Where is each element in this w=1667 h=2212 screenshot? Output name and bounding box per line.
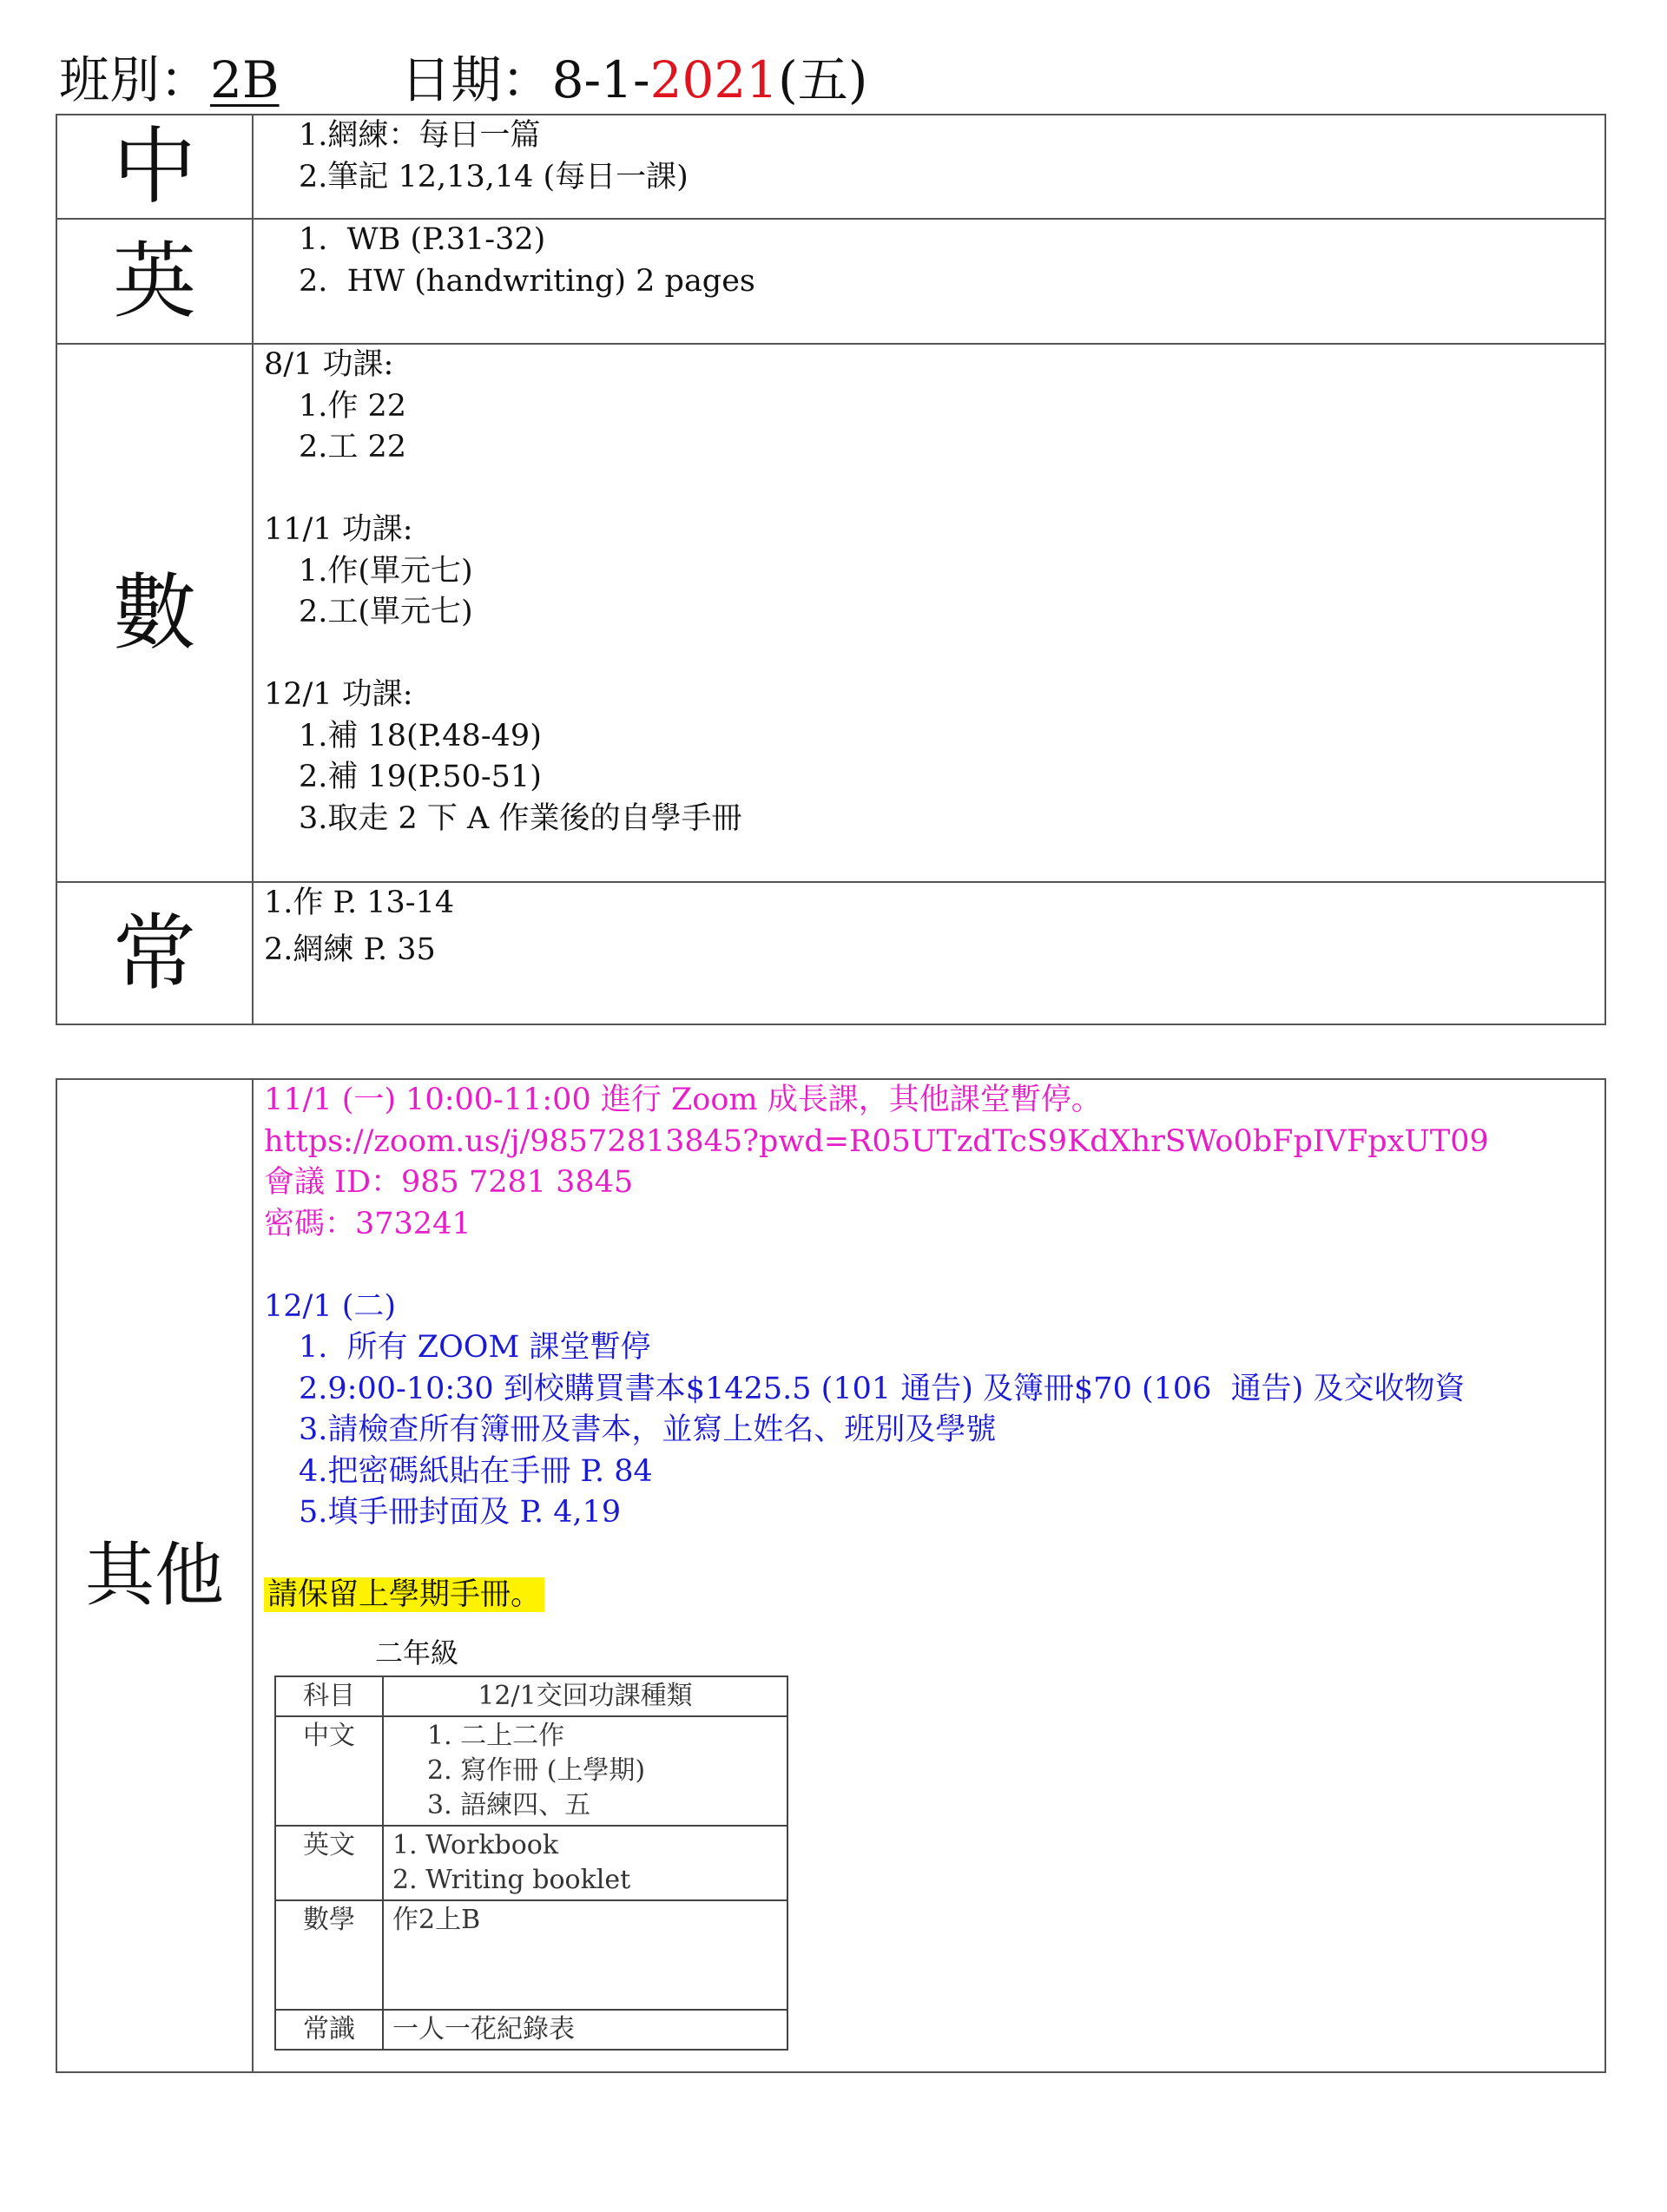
- class-value: 2B: [210, 50, 280, 109]
- other-notices-table: [56, 1078, 1606, 2073]
- grade-row-subject: 常識: [275, 2010, 383, 2050]
- grade-table-header: [275, 1676, 787, 1716]
- math-item: 2.工(單元七): [299, 595, 473, 629]
- subject-chinese: 中: [56, 115, 253, 219]
- grade-return-table: [274, 1675, 788, 2051]
- zoom-link[interactable]: https://zoom.us/j/98572813845?pwd=R05UTzdTcS9KdXhrSWo0bFpIVFpxUT09: [264, 1123, 1489, 1159]
- grade-row-item: 作2上B: [392, 1904, 481, 1935]
- day2-item: 1. 所有 ZOOM 課堂暫停: [299, 1330, 651, 1365]
- subject-english: 英: [56, 219, 253, 344]
- homework-table: [56, 114, 1606, 1025]
- grade-col-subject: 科目: [275, 1676, 383, 1716]
- grade-row-item: 2. 寫作冊 (上學期): [427, 1754, 646, 1786]
- row-chinese: [56, 115, 1605, 219]
- grade-table-caption: 二年級: [375, 1636, 459, 1669]
- math-item: 2.工 22: [299, 430, 407, 464]
- grade-row-chinese: [275, 1716, 787, 1826]
- chinese-item: 2.筆記 12,13,14 (每日一課): [299, 159, 689, 194]
- math-item: 1.作(單元七): [299, 553, 473, 589]
- math-group-heading: 8/1 功課:: [264, 347, 394, 382]
- zoom-notice: 11/1 (一) 10:00-11:00 進行 Zoom 成長課，其他課堂暫停。: [264, 1083, 1102, 1117]
- chinese-homework: [253, 115, 1605, 219]
- general-item: 1.作 P. 13-14: [264, 885, 455, 920]
- english-homework: [253, 219, 1605, 344]
- general-item: 2.網練 P. 35: [264, 932, 436, 967]
- subject-other: 其他: [56, 1079, 253, 2072]
- row-math: [56, 344, 1605, 882]
- day2-item: 5.填手冊封面及 P. 4,19: [299, 1495, 622, 1530]
- math-group-heading: 12/1 功課:: [264, 677, 413, 712]
- other-notices: [253, 1079, 1605, 2072]
- class-label: 班別：: [59, 50, 211, 109]
- row-english: [56, 219, 1605, 344]
- day2-heading: 12/1 (二): [264, 1288, 397, 1324]
- zoom-password: 密碼：373241: [264, 1206, 471, 1241]
- day2-item: 4.把密碼紙貼在手冊 P. 84: [299, 1453, 653, 1489]
- grade-row-english: [275, 1826, 787, 1900]
- day2-item: 2.9:00-10:30 到校購買書本$1425.5 (101 通告) 及簿冊$70 (106 通告) 及交收物資: [299, 1371, 1466, 1406]
- math-homework: [253, 344, 1605, 882]
- zoom-meeting-id: 會議 ID：985 7281 3845: [264, 1165, 634, 1200]
- row-other: [56, 1079, 1605, 2072]
- grade-row-item: 1. 二上二作: [427, 1720, 565, 1751]
- chinese-item: 1.網練：每日一篇: [299, 118, 541, 153]
- highlight-note: 請保留上學期手冊。: [264, 1577, 544, 1612]
- math-item: 2.補 19(P.50-51): [299, 760, 542, 794]
- subject-general-studies: 常: [56, 882, 253, 1024]
- grade-row-math: [275, 1900, 787, 2010]
- grade-row-subject: 英文: [275, 1826, 383, 1900]
- math-item: 1.補 18(P.48-49): [299, 718, 542, 754]
- date-label: 日期：: [400, 50, 552, 109]
- grade-row-subject: 中文: [275, 1716, 383, 1826]
- grade-row-item: 1. Workbook: [392, 1829, 559, 1860]
- grade-row-subject: 數學: [275, 1900, 383, 2010]
- date-prefix: 8-1-: [551, 50, 650, 109]
- date-weekday: (五): [778, 50, 868, 109]
- subject-math: 數: [56, 344, 253, 882]
- grade-row-item: 3. 語練四、五: [427, 1789, 591, 1820]
- english-item: 2. HW (handwriting) 2 pages: [299, 263, 755, 299]
- page-header: [59, 45, 867, 115]
- math-group-heading: 11/1 功課:: [264, 512, 413, 547]
- grade-row-item: 2. Writing booklet: [392, 1864, 631, 1895]
- english-item: 1. WB (P.31-32): [299, 222, 546, 257]
- date-year: 2021: [649, 50, 779, 109]
- row-general: [56, 882, 1605, 1024]
- math-item: 1.作 22: [299, 388, 407, 424]
- grade-row-general: [275, 2010, 787, 2050]
- grade-row-item: 一人一花紀錄表: [392, 2013, 575, 2044]
- math-item: 3.取走 2 下 A 作業後的自學手冊: [299, 800, 742, 836]
- general-homework: [253, 882, 1605, 1024]
- grade-col-types: 12/1交回功課種類: [383, 1676, 787, 1716]
- day2-item: 3.請檢查所有簿冊及書本，並寫上姓名、班別及學號: [299, 1412, 997, 1447]
